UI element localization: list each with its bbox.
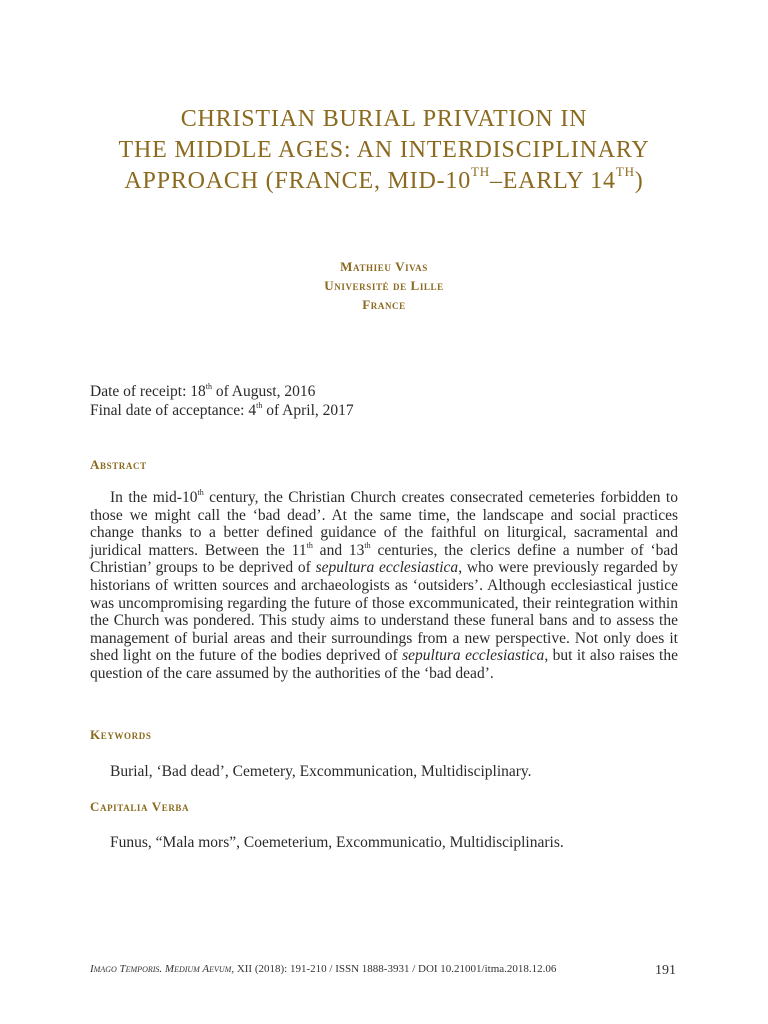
abstract-p4: centuries, the clerics define a number of ‘bad Christian’ groups to be deprived of bbox=[90, 541, 679, 577]
keywords-heading: Keywords bbox=[90, 727, 152, 742]
keywords-text: Burial, ‘Bad dead’, Cemetery, Excommunication, Multidisciplinary. bbox=[110, 763, 532, 780]
footer-journal: Imago Temporis. Medium Aevum, bbox=[90, 963, 235, 975]
title-line-2: THE MIDDLE AGES: AN INTERDISCIPLINARY bbox=[118, 137, 650, 163]
page-number: 191 bbox=[655, 963, 676, 978]
abstract-p5: , who were previously regarded by historians of written sources and archaeologists as ‘outsiders’. Although ecclesiastical justice was uncompromising regarding the future of those excommunicated, their reintegration within the Church was pondered. This study aims to understand these funeral bans and to assess the management of burial areas and their surroundings from a new perspective. Not only does it shed light on the future of the bodies deprived of bbox=[90, 559, 678, 665]
abstract-em-2: sepultura ecclesiastica bbox=[402, 647, 545, 665]
abstract-p3: and 13 bbox=[312, 541, 365, 559]
author-affiliation: Université de Lille bbox=[324, 278, 444, 293]
author-block bbox=[0, 257, 768, 314]
title-line-3 bbox=[60, 166, 708, 197]
author-country: France bbox=[362, 297, 406, 312]
abstract-sup-1: th bbox=[197, 487, 204, 497]
receipt-label: Date of receipt: 18 bbox=[90, 383, 206, 400]
dates-block bbox=[90, 382, 354, 420]
title-sup-1: TH bbox=[471, 164, 490, 179]
abstract-p6: , but it also raises the question of the care assumed by the authorities of the ‘bad dead’. bbox=[90, 647, 678, 682]
title-line-3-a: APPROACH (FRANCE, MID-10 bbox=[124, 168, 471, 194]
abstract-em-1: sepultura ecclesiastica bbox=[315, 559, 459, 577]
article-title bbox=[60, 104, 708, 197]
acceptance-rest: of April, 2017 bbox=[262, 402, 354, 419]
title-line-3-c: ) bbox=[634, 168, 644, 194]
title-line-3-b: –EARLY 14 bbox=[489, 168, 616, 194]
capitalia-text: Funus, “Mala mors”, Coemeterium, Excommunicatio, Multidisciplinaris. bbox=[110, 834, 564, 851]
abstract-heading: Abstract bbox=[90, 457, 147, 472]
abstract-p2: century, the Christian Church creates consecrated cemeteries forbidden to those we might call the ‘bad dead’. At the same time, the landscape and social practices change thanks to a better defined guidance of the faithful on liturgical, sacramental and juridical matters. Between the 11 bbox=[90, 489, 678, 559]
capitalia-heading: Capitalia Verba bbox=[90, 799, 190, 814]
footer-citation bbox=[90, 963, 680, 975]
abstract-text bbox=[90, 489, 678, 683]
acceptance-date bbox=[90, 401, 354, 420]
receipt-sup: th bbox=[205, 381, 212, 391]
title-sup-2: TH bbox=[615, 164, 635, 179]
abstract-sup-3: th bbox=[364, 540, 371, 550]
acceptance-sup: th bbox=[256, 400, 263, 410]
abstract-sup-2: th bbox=[306, 540, 313, 550]
abstract-p1: In the mid-10 bbox=[110, 489, 198, 506]
author-name: Mathieu Vivas bbox=[340, 259, 428, 274]
receipt-rest: of August, 2016 bbox=[212, 383, 316, 400]
acceptance-label: Final date of acceptance: 4 bbox=[90, 402, 257, 419]
receipt-date bbox=[90, 382, 354, 401]
title-line-1: CHRISTIAN BURIAL PRIVATION IN bbox=[180, 106, 588, 132]
footer-citation-text: XII (2018): 191-210 / ISSN 1888-3931 / DOI 10.21001/itma.2018.12.06 bbox=[234, 963, 557, 975]
